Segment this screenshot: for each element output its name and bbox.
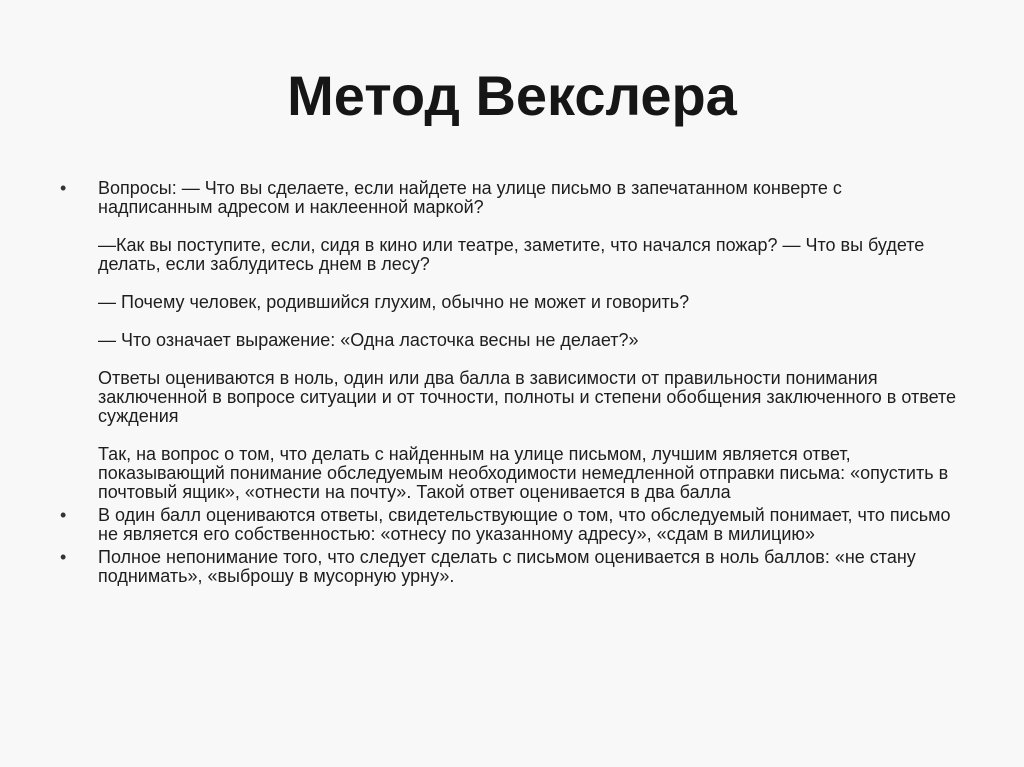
bullet-item-2 xyxy=(60,506,960,544)
slide-body xyxy=(60,179,960,586)
bullet-item-3 xyxy=(60,548,960,586)
bullet-3-paragraph: Полное непонимание того, что следует сделать с письмом оценивается в ноль баллов: «не стану поднимать», «выброшу в мусорную урну». xyxy=(98,547,916,586)
bullet-icon: • xyxy=(60,178,67,198)
bullet-1-paragraph-questions: Вопросы: — Что вы сделаете, если найдете на улице письмо в запечатанном конверте с надписанным адресом и наклеенной маркой? xyxy=(98,178,842,217)
bullet-2-paragraph: В один балл оцениваются ответы, свидетельствующие о том, что обследуемый понимает, что письмо не является его собственностью: «отнесу по указанному адресу», «сдам в милицию» xyxy=(98,505,951,544)
bullet-1-paragraph-swallow: — Что означает выражение: «Одна ласточка весны не делает?» xyxy=(98,330,639,350)
bullet-1-paragraph-fire: —Как вы поступите, если, сидя в кино или театре, заметите, что начался пожар? — Что вы будете делать, если заблудитесь днем в лесу? xyxy=(98,235,925,274)
bullet-1-paragraph-deaf: — Почему человек, родившийся глухим, обычно не может и говорить? xyxy=(98,292,690,312)
bullet-item-1 xyxy=(60,179,960,502)
bullet-1-paragraph-scoring: Ответы оцениваются в ноль, один или два балла в зависимости от правильности понимания заключенной в вопросе ситуации и от точности, полноты и степени обобщения заключенного в ответе суждения xyxy=(98,368,957,426)
bullet-icon: • xyxy=(60,505,67,525)
bullet-icon: • xyxy=(60,547,67,567)
slide-title: Метод Векслера xyxy=(287,64,737,127)
bullet-1-paragraph-example: Так, на вопрос о том, что делать с найденным на улице письмом, лучшим является ответ, показывающий понимание обследуемым необходимости немедленной отправки письма: «опустить в почтовый ящик», «отнести на почту». Такой ответ оценивается в два балла xyxy=(98,444,949,502)
